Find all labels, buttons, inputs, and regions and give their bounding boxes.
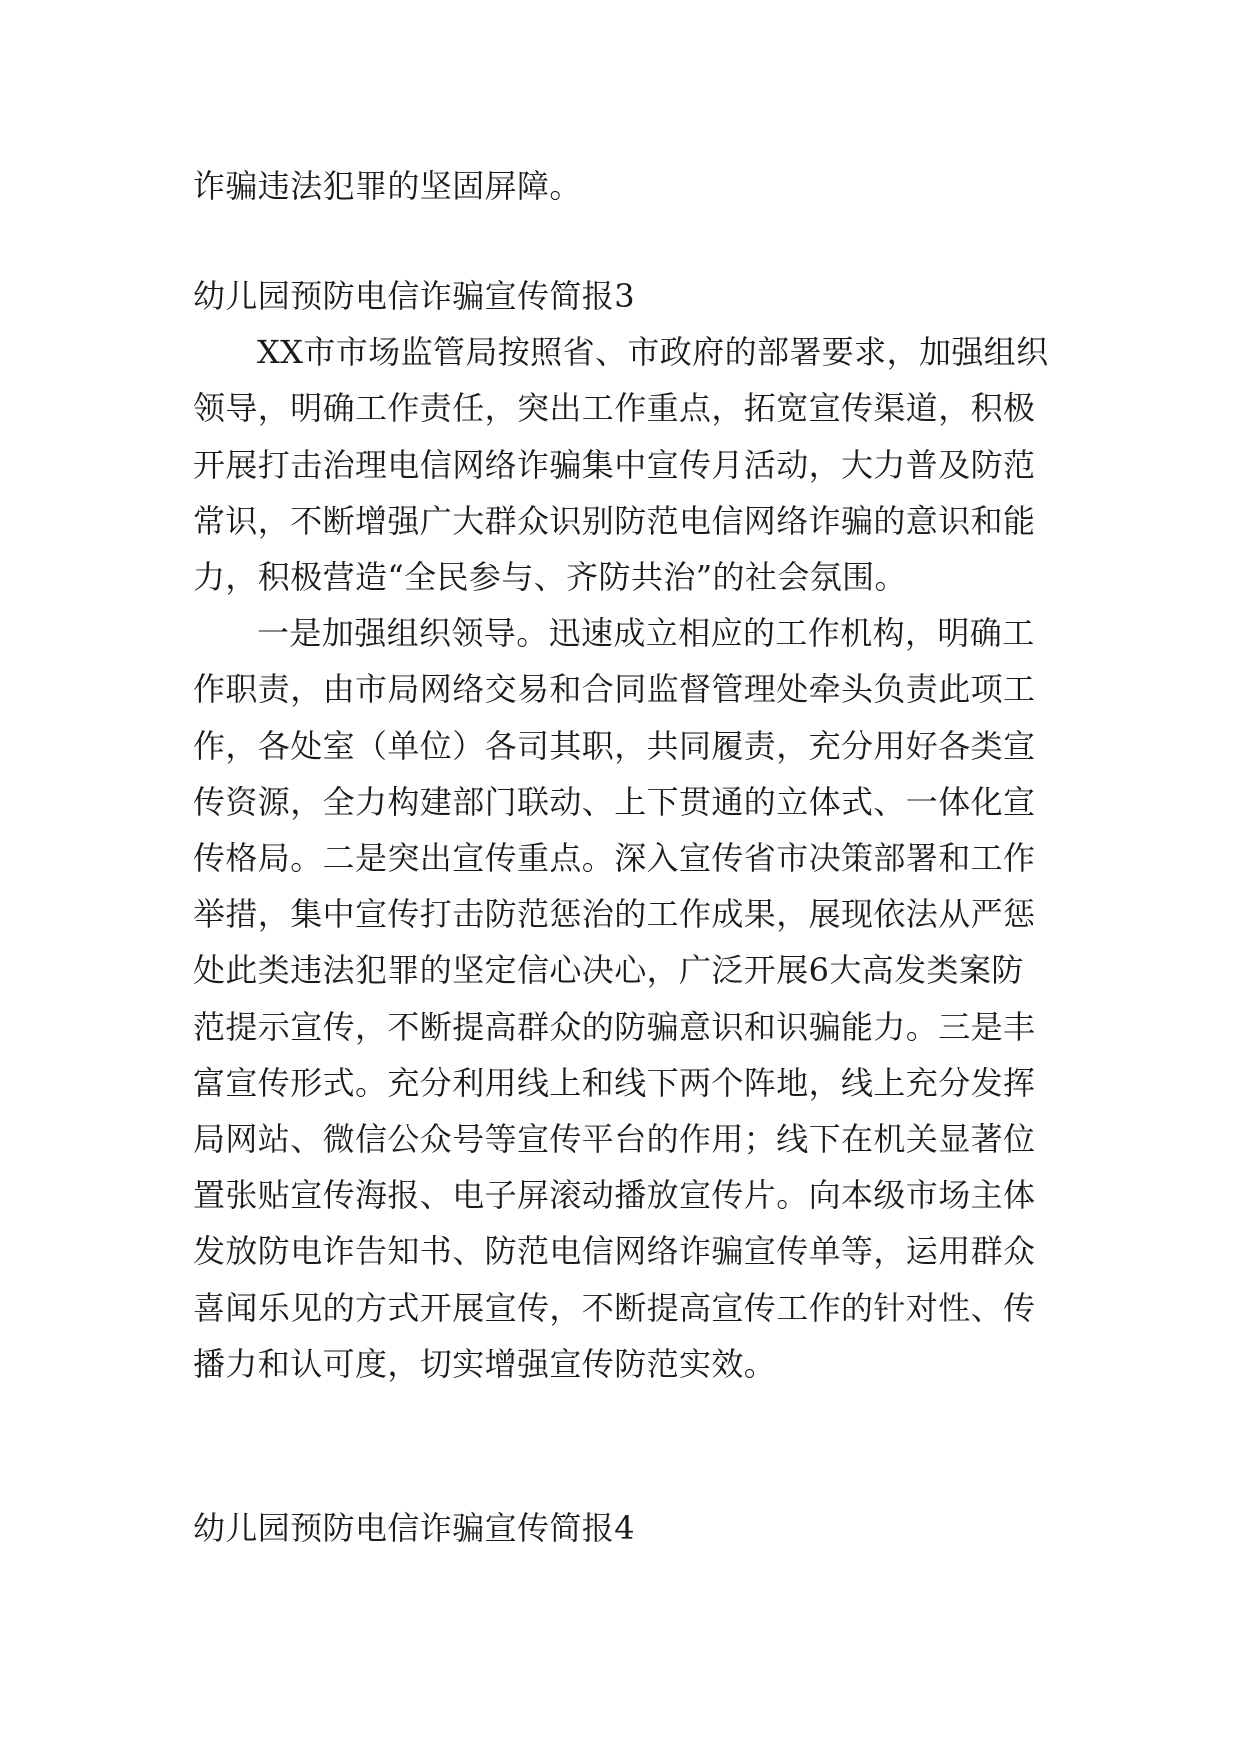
paragraph-line: 范提示宣传，不断提高群众的防骗意识和识骗能力。三是丰 — [193, 1007, 1036, 1046]
paragraph-line: 传格局。二是突出宣传重点。深入宣传省市决策部署和工作 — [193, 839, 1036, 878]
paragraph-line: 领导，明确工作责任，突出工作重点，拓宽宣传渠道，积极 — [193, 389, 1036, 428]
paragraph-line: 富宣传形式。充分利用线上和线下两个阵地，线上充分发挥 — [193, 1063, 1036, 1102]
paragraph-line: 作，各处室（单位）各司其职，共同履责，充分用好各类宣 — [193, 726, 1036, 765]
paragraph-line: 传资源，全力构建部门联动、上下贯通的立体式、一体化宣 — [193, 782, 1036, 821]
paragraph-line: 常识，不断增强广大群众识别防范电信网络诈骗的意识和能 — [193, 501, 1036, 540]
paragraph-line: 处此类违法犯罪的坚定信心决心，广泛开展6大高发类案防 — [193, 951, 1024, 990]
paragraph-line: 置张贴宣传海报、电子屏滚动播放宣传片。向本级市场主体 — [193, 1176, 1036, 1215]
paragraph-line: 发放防电诈告知书、防范电信网络诈骗宣传单等，运用群众 — [193, 1232, 1036, 1271]
paragraph-line: XX市市场监管局按照省、市政府的部署要求，加强组织 — [257, 333, 1049, 372]
paragraph-line: 开展打击治理电信网络诈骗集中宣传月活动，大力普及防范 — [193, 445, 1036, 484]
section-spacer — [193, 1392, 1050, 1446]
paragraph-line: 播力和认可度，切实增强宣传防范实效。 — [193, 1344, 777, 1383]
paragraph-line: 力，积极营造“全民参与、齐防共治”的社会氛围。 — [193, 558, 907, 597]
paragraph-line: 举措，集中宣传打击防范惩治的工作成果，展现依法从严惩 — [193, 895, 1036, 934]
section-3-paragraph-1 — [193, 324, 1050, 605]
section-spacer — [193, 214, 1050, 268]
paragraph-line: 喜闻乐见的方式开展宣传，不断提高宣传工作的针对性、传 — [193, 1288, 1036, 1327]
section-heading-3: 幼儿园预防电信诈骗宣传简报3 — [193, 277, 635, 316]
section-heading-4: 幼儿园预防电信诈骗宣传简报4 — [193, 1509, 635, 1548]
document-body — [193, 158, 1050, 1556]
intro-tail-text: 诈骗违法犯罪的坚固屏障。 — [193, 167, 582, 205]
paragraph-line: 一是加强组织领导。迅速成立相应的工作机构，明确工 — [257, 614, 1035, 653]
section-spacer — [193, 1446, 1050, 1500]
paragraph-line: 局网站、微信公众号等宣传平台的作用；线下在机关显著位 — [193, 1120, 1036, 1159]
paragraph-line: 作职责，由市局网络交易和合同监督管理处牵头负责此项工 — [193, 670, 1036, 709]
section-3-paragraph-2 — [193, 605, 1050, 1392]
